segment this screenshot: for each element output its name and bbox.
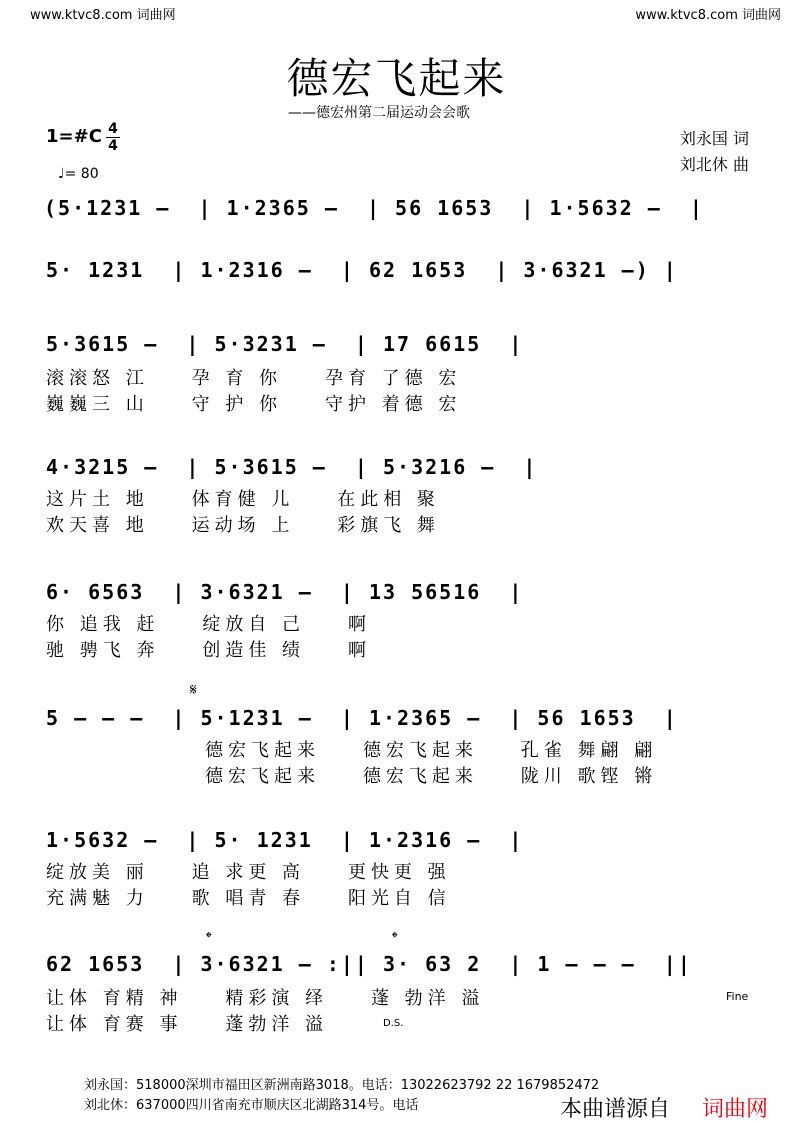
system-notes: 6· 6563 | 3·6321 – | 13 56516 | <box>46 580 524 604</box>
system-notes: 62 1653 | 3·6321 – :|| 3· 63 2 | 1 – – – || <box>46 952 692 976</box>
system-notes: 5 – – – | 5·1231 – | 1·2365 – | 56 1653 | <box>46 706 678 730</box>
lyrics-verse-1: 滚滚怒 江 孕 育 你 孕育 了德 宏 <box>46 368 462 389</box>
lyrics-verse-1: 这片土 地 体育健 儿 在此相 聚 <box>46 489 440 510</box>
score-system-7 <box>0 828 793 908</box>
score-system-6 <box>0 706 793 786</box>
coda-sign-1: 𝄌 <box>206 928 212 947</box>
ds-marking: D.S. <box>383 1018 404 1029</box>
lyrics-verse-1: 绽放美 丽 追 求更 高 更快更 强 <box>46 862 451 883</box>
lyrics-verse-2: 巍巍三 山 守 护 你 守护 着德 宏 <box>46 394 462 415</box>
lyricist-credit: 刘永国 词 <box>679 129 749 148</box>
segno-sign: 𝄋 <box>190 680 197 699</box>
lyrics-verse-1: 你 追我 赶 绽放自 己 啊 <box>46 614 371 635</box>
lyrics-verse-2: 欢天喜 地 运动场 上 彩旗飞 舞 <box>46 515 440 536</box>
source-logo-text: 本曲谱源自 <box>560 1097 671 1122</box>
score-system-4 <box>0 455 793 535</box>
lyrics-verse-2: 充满魅 力 歌 唱青 春 阳光自 信 <box>46 888 451 909</box>
system-notes: (5·1231 – | 1·2365 – | 56 1653 | 1·5632 – | <box>44 196 704 220</box>
song-subtitle: ——德宏州第二届运动会会歌 <box>288 105 470 121</box>
time-signature <box>106 122 120 153</box>
system-notes: 5· 1231 | 1·2316 – | 62 1653 | 3·6321 –) | <box>46 258 678 282</box>
lyrics-verse-1: 让体 育精 神 精彩演 绎 蓬 勃洋 溢 <box>46 988 485 1009</box>
composer-credit: 刘北休 曲 <box>679 155 749 174</box>
score-system-3 <box>0 332 793 415</box>
tempo-marking: ♩= 80 <box>58 166 99 182</box>
watermark-left: www.ktvc8.com 词曲网 <box>30 8 176 23</box>
system-notes: 5·3615 – | 5·3231 – | 17 6615 | <box>46 332 524 356</box>
brand-logo-text: 词曲网 <box>702 1097 769 1122</box>
system-notes: 4·3215 – | 5·3615 – | 5·3216 – | <box>46 455 538 479</box>
system-notes: 1·5632 – | 5· 1231 | 1·2316 – | <box>46 828 524 852</box>
key-signature: 1=#C <box>46 126 102 147</box>
song-title: 德宏飞起来 <box>286 54 507 103</box>
lyrics-verse-2: 驰 骋飞 奔 创造佳 绩 啊 <box>46 640 371 661</box>
watermark-right: www.ktvc8.com 词曲网 <box>635 8 781 23</box>
time-signature-top: 4 <box>108 121 118 137</box>
lyrics-verse-2: 德宏飞起来 德宏飞起来 陇川 歌铿 锵 <box>205 766 658 787</box>
score-system-5 <box>0 580 793 660</box>
time-signature-bottom: 4 <box>108 138 118 154</box>
score-system-2 <box>0 258 793 338</box>
fine-marking: Fine <box>726 990 749 1003</box>
coda-sign-2: 𝄌 <box>392 928 398 947</box>
lyrics-verse-2: 让体 育赛 事 蓬勃洋 溢 <box>46 1014 329 1035</box>
contact-lyricist: 刘永国：518000深圳市福田区新洲南路3018。电话：13022623792 22 1679852472 <box>84 1078 600 1093</box>
contact-composer: 刘北休：637000四川省南充市顺庆区北湖路314号。电话 <box>84 1098 419 1113</box>
lyrics-verse-1: 德宏飞起来 德宏飞起来 孔雀 舞翩 翩 <box>205 740 658 761</box>
